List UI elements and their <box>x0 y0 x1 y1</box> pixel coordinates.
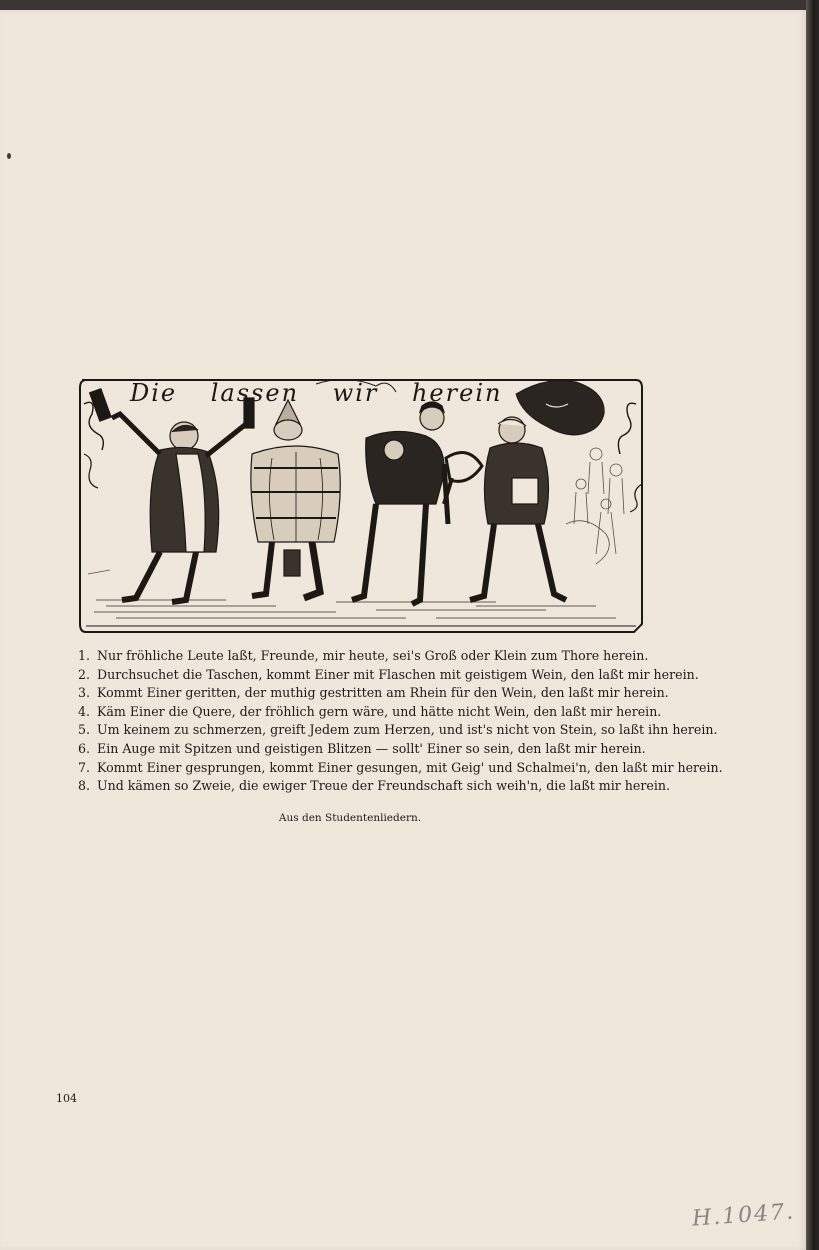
verse-number: 3. <box>78 685 91 701</box>
verse-line <box>78 721 718 740</box>
paper-speck <box>7 153 11 159</box>
verse-number: 5. <box>78 722 91 738</box>
page-number: 104 <box>56 1092 77 1105</box>
verse-text: Käm Einer die Quere, der fröhlich gern wäre, und hätte nicht Wein, den laßt mir herein. <box>97 703 662 719</box>
book-cover-edge <box>806 0 819 1250</box>
verse-line <box>78 740 668 759</box>
illustration-title: Die lassen wir herein <box>130 379 503 407</box>
verse-text: Nur fröhliche Leute laßt, Freunde, mir heute, sei's Groß oder Klein zum Thore herein. <box>97 648 649 663</box>
verse-number: 7. <box>78 759 91 775</box>
verse-text: Und kämen so Zweie, die ewiger Treue der Freundschaft sich weih'n, die laßt mir herein. <box>97 778 670 794</box>
handwritten-shelfmark: H.1047. <box>691 1199 796 1232</box>
verse-text: Durchsuchet die Taschen, kommt Einer mit Flaschen mit geistigem Wein, den laßt mir herein. <box>97 666 699 682</box>
verse-line <box>78 703 668 722</box>
verse-text: Ein Auge mit Spitzen und geistigen Blitzen — sollt' Einer so sein, den laßt mir herein. <box>97 740 646 756</box>
verse-text: Kommt Einer gesprungen, kommt Einer gesungen, mit Geig' und Schalmei'n, den laßt mir herein. <box>97 759 723 775</box>
verse-number: 8. <box>78 778 91 794</box>
verse-line <box>78 666 699 685</box>
verse-number: 2. <box>78 666 91 682</box>
verse-list <box>78 647 723 796</box>
verse-number: 6. <box>78 740 91 756</box>
book-top-edge <box>0 0 819 10</box>
verse-text: Um keinem zu schmerzen, greift Jedem zum Herzen, und ist's nicht von Stein, so laßt ihn herein. <box>97 722 718 738</box>
verse-line <box>78 777 668 796</box>
verse-number: 1. <box>78 648 91 663</box>
engraving-illustration <box>76 374 644 638</box>
verse-line <box>78 759 723 778</box>
verse-line <box>78 647 668 666</box>
verse-line <box>78 684 668 703</box>
source-attribution: Aus den Studentenliedern. <box>278 812 422 824</box>
verse-number: 4. <box>78 703 91 719</box>
verse-text: Kommt Einer geritten, der muthig gestritten am Rhein für den Wein, den laßt mir herein. <box>97 685 669 701</box>
